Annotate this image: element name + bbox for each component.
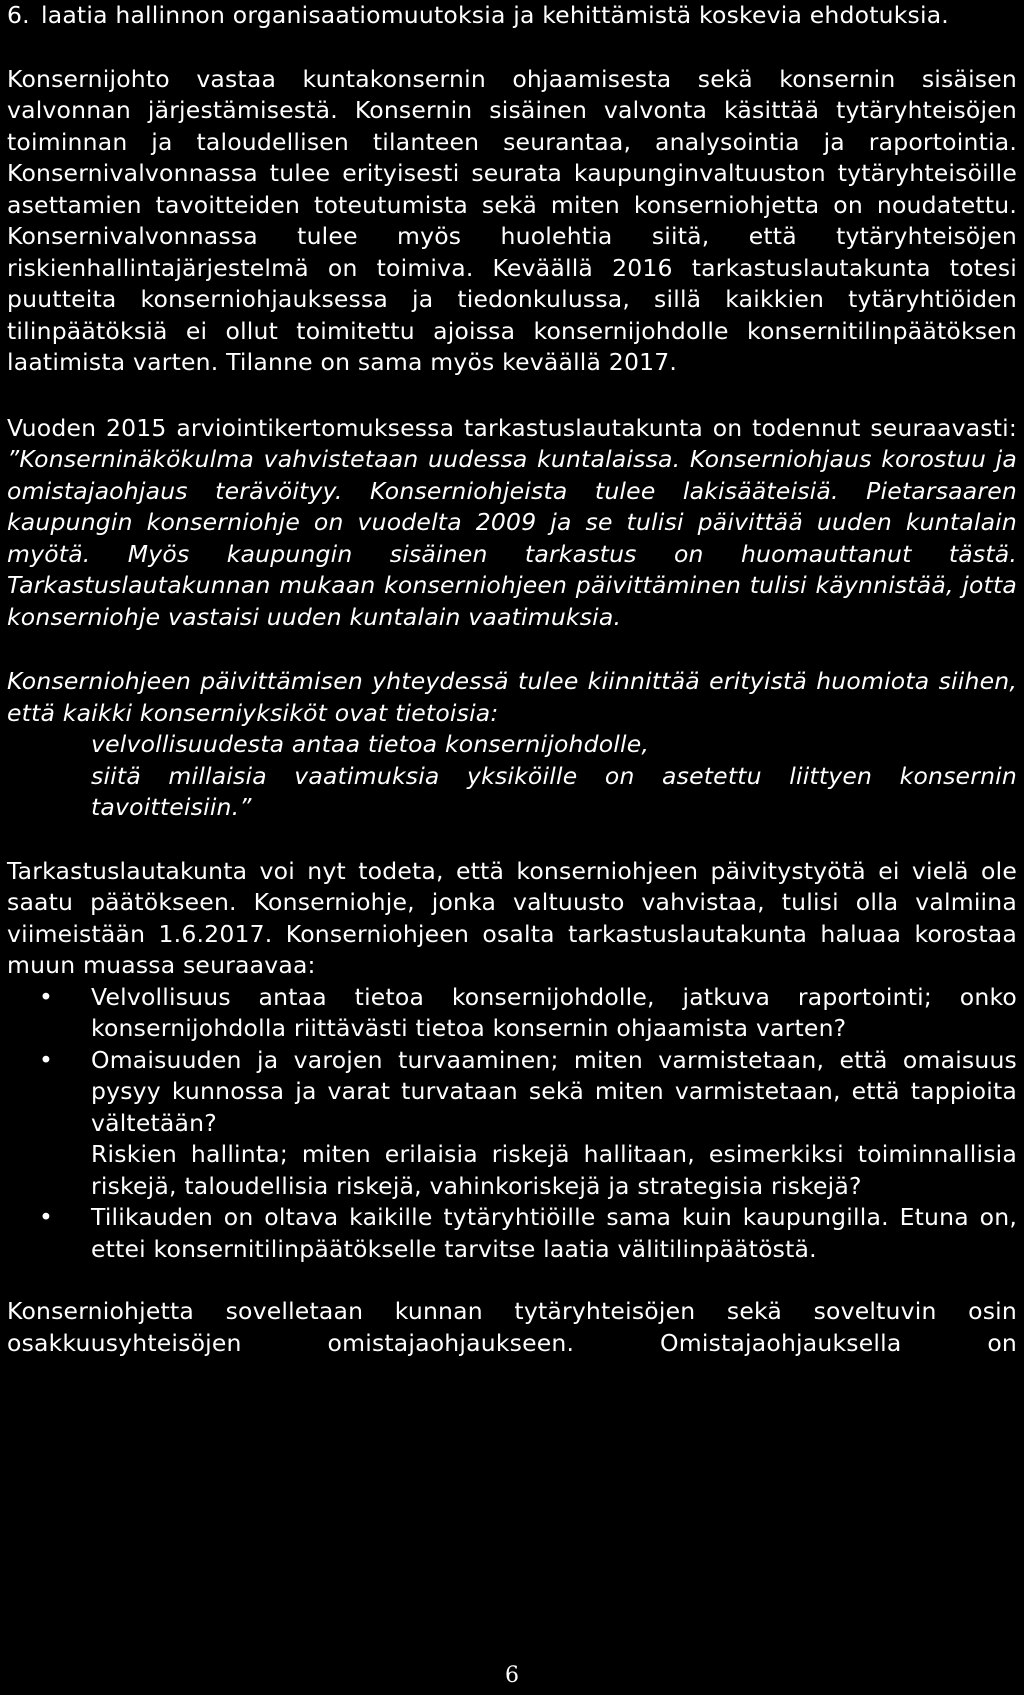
item-number: 6. [7,1,30,29]
bullet-icon: • [39,1045,54,1074]
list-item-text: Omaisuuden ja varojen turvaaminen; miten varmistetaan, että omaisuus pysyy kunnossa ja varat turvataan sekä miten varmistetaan, että tappioita vältetään? [91,1045,1017,1137]
page-number: 6 [505,1663,519,1688]
document-page [7,0,1017,1359]
paragraph-konsernijohto: Konsernijohto vastaa kuntakonsernin ohjaamisesta sekä konsernin sisäisen valvonnan järjestämisestä. Konsernin sisäinen valvonta käsittää tytäryhteisöjen toiminnan ja taloudellisen tilanteen seurantaa, analysointia ja raportointia. Konsernivalvonnassa tulee erityisesti seurata kaupunginvaltuuston tytäryhteisöille asettamien tavoitteiden toteutumista sekä miten konserniohjetta on noudatettu. Konsernivalvonnassa tulee myös huolehtia siitä, että tytäryhteisöjen riskienhallintajärjestelmä on toimiva. Keväällä 2016 tarkastuslautakunta totesi puutteita konserniohjauksessa ja tiedonkulussa, sillä kaikkien tytäryhtiöiden tilinpäätöksiä ei ollut toimitettu ajoissa konsernijohdolle konsernitilinpäätöksen laatimista varten. Tilanne on sama myös keväällä 2017. [7,64,1017,376]
item-text: laatia hallinnon organisaatiomuutoksia ja kehittämistä koskevia ehdotuksia. [41,1,949,29]
paragraph-konserniohjetta: Konserniohjetta sovelletaan kunnan tytäryhteisöjen sekä soveltuvin osin osakkuusyhteisöjen omistajaohjaukseen. Omistajaohjauksella on [7,1297,1017,1357]
quote-line-1: velvollisuudesta antaa tietoa konsernijohdolle, [91,730,650,758]
paragraph-arviointikertomus [7,413,1017,634]
list-item [7,1202,1017,1265]
paragraph-tarkastuslautakunta: Tarkastuslautakunta voi nyt todeta, että konserniohjeen päivitystyötä ei vielä ole saatu päätökseen. Konserniohje, jonka valtuusto vahvistaa, tulisi olla valmiina viimeistään 1.6.2017. Konserniohjeen osalta tarkastuslautakunta haluaa korostaa muun muassa seuraavaa: [7,856,1017,979]
bullet-icon: • [39,982,54,1011]
risk-paragraph: Riskien hallinta; miten erilaisia riskejä hallitaan, esimerkiksi toiminnallisia riskejä, taloudellisia riskejä, vahinkoriskejä ja strategisia riskejä? [91,1140,1017,1200]
list-item [7,1045,1017,1140]
quote-line-2: siitä millaisia vaatimuksia yksiköille on asetettu liittyen konsernin tavoitteisiin.” [91,761,1017,821]
bullet-list-2 [7,1202,1017,1265]
paragraph-intro: Vuoden 2015 arviointikertomuksessa tarkastuslautakunta on todennut seuraavasti: [7,413,1017,442]
list-item-text: Velvollisuus antaa tietoa konsernijohdolle, jatkuva raportointi; onko konsernijohdolla riittävästi tietoa konsernin ohjaamista varten? [91,982,1017,1042]
list-item-text: Tilikauden on oltava kaikille tytäryhtiöille sama kuin kaupungilla. Etuna on, ettei konsernitilinpäätökselle tarvitse laatia välitilinpäätöstä. [91,1203,1017,1263]
bullet-list [7,982,1017,1140]
bullet-icon: • [39,1203,54,1231]
quote-continuation [7,666,1017,824]
list-item [7,982,1017,1045]
quote-intro: Konserniohjeen päivittämisen yhteydessä tulee kiinnittää erityistä huomiota siihen, että kaikki konserniyksiköt ovat tietoisia: [7,667,1017,727]
numbered-item-6 [7,0,1017,32]
quoted-text: ”Konserninäkökulma vahvistetaan uudessa kuntalaissa. Konserniohjaus korostuu ja omistajaohjaus terävöityy. Konserniohjeista tulee lakisääteisiä. Pietarsaaren kaupungin konserniohje on vuodelta 2009 ja se tulisi päivittää uuden kuntalain myötä. Myös kaupungin sisäinen tarkastus on huomauttanut tästä. Tarkastuslautakunnan mukaan konserniohjeen päivittäminen tulisi käynnistää, jotta konserniohje vastaisi uuden kuntalain vaatimuksia. [7,445,1017,631]
